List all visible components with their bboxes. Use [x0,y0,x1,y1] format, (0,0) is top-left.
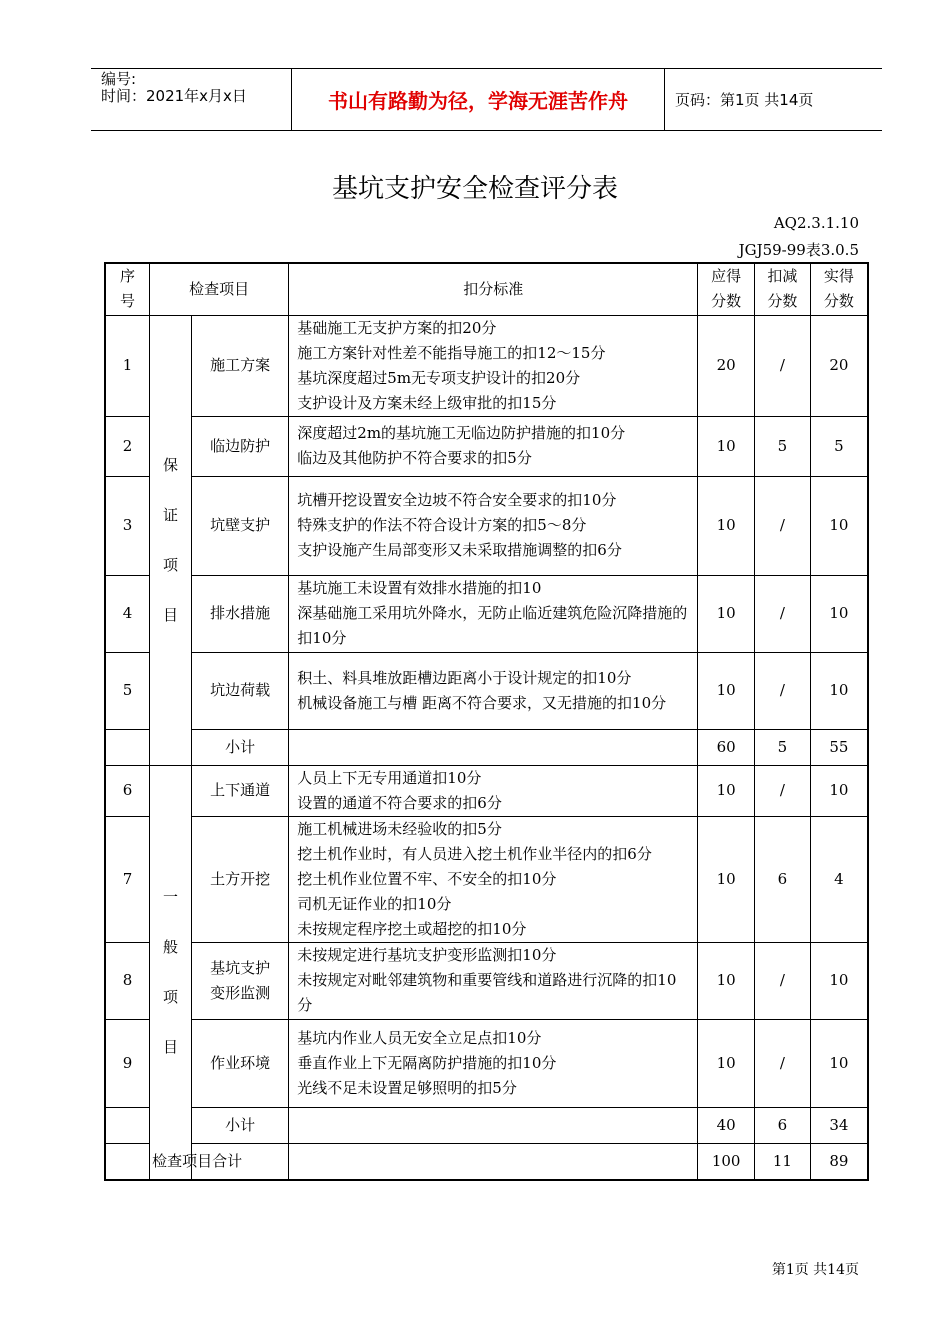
document-header [91,68,882,131]
header-page-info: 页码：第1页 共14页 [675,91,814,109]
row-due: 10 [698,942,755,1019]
subtotal-seq-empty [105,1107,150,1143]
row-standard: 坑槽开挖设置安全边坡不符合安全要求的扣10分 特殊支护的作法不符合设计方案的扣5～8分 支护设施产生局部变形又未采取措施调整的扣6分 [289,476,698,575]
page-footer: 第1页 共14页 [771,1262,859,1278]
row-actual: 10 [810,652,868,729]
subtotal-actual: 34 [810,1107,868,1143]
time-label: 时间：2021年x月x日 [101,87,247,105]
header-deduct: 扣减分数 [755,263,811,315]
doc-code-1: AQ2.3.1.10 [773,214,859,232]
row-actual: 10 [810,476,868,575]
row-item: 作业环境 [192,1019,289,1107]
header-meta [91,69,292,130]
row-deduct: / [755,652,811,729]
table-row [105,315,868,416]
row-due: 10 [698,816,755,942]
row-seq: 2 [105,416,150,476]
subtotal-row [105,1107,868,1143]
row-actual: 5 [810,416,868,476]
row-deduct: / [755,1019,811,1107]
row-seq: 7 [105,816,150,942]
total-deduct: 11 [755,1143,811,1180]
score-table [104,262,869,1181]
table-row [105,652,868,729]
row-actual: 10 [810,942,868,1019]
row-standard: 积土、料具堆放距槽边距离小于设计规定的扣10分 机械设备施工与槽 距离不符合要求，又无措施的扣10分 [289,652,698,729]
subtotal-actual: 55 [810,729,868,765]
total-row [105,1143,868,1180]
table-row [105,476,868,575]
subtotal-due: 60 [698,729,755,765]
subtotal-row [105,729,868,765]
row-actual: 10 [810,575,868,652]
document-title: 基坑支护安全检查评分表 [331,174,618,204]
row-item: 坑壁支护 [192,476,289,575]
total-due: 100 [698,1143,755,1180]
subtotal-standard-empty [289,1107,698,1143]
row-item: 土方开挖 [192,816,289,942]
total-standard-empty [289,1143,698,1180]
row-standard: 深度超过2m的基坑施工无临边防护措施的扣10分 临边及其他防护不符合要求的扣5分 [289,416,698,476]
subtotal-standard-empty [289,729,698,765]
row-due: 10 [698,476,755,575]
header-due: 应得分数 [698,263,755,315]
row-actual: 10 [810,765,868,816]
row-seq: 9 [105,1019,150,1107]
table-row [105,1019,868,1107]
subtotal-label: 小计 [192,1107,289,1143]
row-actual: 10 [810,1019,868,1107]
row-due: 20 [698,315,755,416]
row-actual: 20 [810,315,868,416]
table-header-row [105,263,868,315]
row-deduct: / [755,315,811,416]
row-standard: 基础施工无支护方案的扣20分 施工方案针对性差不能指导施工的扣12～15分 基坑深度超过5m无专项支护设计的扣20分 支护设计及方案未经上级审批的扣15分 [289,315,698,416]
row-item: 基坑支护变形监测 [192,942,289,1019]
row-seq: 8 [105,942,150,1019]
header-item: 检查项目 [150,263,289,315]
row-seq: 3 [105,476,150,575]
code-label: 编号: [101,70,137,88]
row-due: 10 [698,652,755,729]
row-deduct: / [755,575,811,652]
row-deduct: / [755,476,811,575]
table-row [105,942,868,1019]
header-standard: 扣分标准 [289,263,698,315]
subtotal-label: 小计 [192,729,289,765]
table-row [105,416,868,476]
row-deduct: 6 [755,816,811,942]
table-row [105,575,868,652]
subtotal-deduct: 5 [755,729,811,765]
total-actual: 89 [810,1143,868,1180]
row-seq: 5 [105,652,150,729]
row-seq: 6 [105,765,150,816]
row-due: 10 [698,765,755,816]
group-label-general: 一般项目 [150,765,192,1180]
row-standard: 人员上下无专用通道扣10分 设置的通道不符合要求的扣6分 [289,765,698,816]
header-actual: 实得分数 [810,263,868,315]
row-item: 排水措施 [192,575,289,652]
row-due: 10 [698,1019,755,1107]
row-deduct: / [755,942,811,1019]
row-due: 10 [698,575,755,652]
row-item: 坑边荷载 [192,652,289,729]
row-item: 临边防护 [192,416,289,476]
row-seq: 1 [105,315,150,416]
group-label-guarantee: 保证项目 [150,315,192,765]
row-seq: 4 [105,575,150,652]
row-actual: 4 [810,816,868,942]
table-row [105,816,868,942]
row-deduct: 5 [755,416,811,476]
row-deduct: / [755,765,811,816]
row-standard: 未按规定进行基坑支护变形监测扣10分 未按规定对毗邻建筑物和重要管线和道路进行沉降的扣10分 [289,942,698,1019]
doc-code-2: JGJ59-99表3.0.5 [738,241,859,259]
subtotal-deduct: 6 [755,1107,811,1143]
row-standard: 基坑内作业人员无安全立足点扣10分 垂直作业上下无隔离防护措施的扣10分 光线不足未设置足够照明的扣5分 [289,1019,698,1107]
row-due: 10 [698,416,755,476]
subtotal-due: 40 [698,1107,755,1143]
total-label: 检查项目合计 [105,1143,289,1180]
row-standard: 施工机械进场未经验收的扣5分 挖土机作业时，有人员进入挖土机作业半径内的扣6分 挖土机作业位置不牢、不安全的扣10分 司机无证作业的扣10分 未按规定程序挖土或超挖的扣10分 [289,816,698,942]
row-item: 施工方案 [192,315,289,416]
header-motto: 书山有路勤为径，学海无涯苦作舟 [292,69,665,130]
table-row [105,765,868,816]
row-standard: 基坑施工未设置有效排水措施的扣10 深基础施工采用坑外降水，无防止临近建筑危险沉降措施的扣10分 [289,575,698,652]
subtotal-seq-empty [105,729,150,765]
row-item: 上下通道 [192,765,289,816]
header-seq: 序号 [105,263,150,315]
